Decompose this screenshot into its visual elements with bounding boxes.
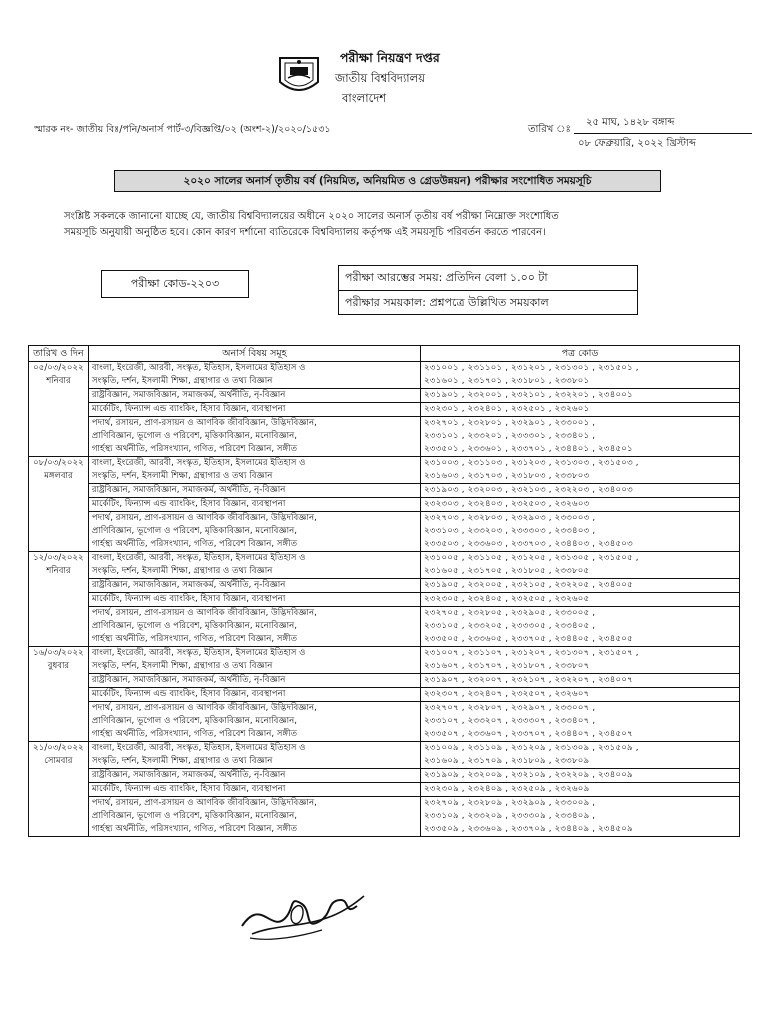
- subject-line: গার্হস্থ্য অর্থনীতি, পরিসংখ্যান, গণিত, পরিবেশ বিজ্ঞান, সঙ্গীত: [91, 824, 298, 834]
- subjects-cell: [88, 457, 420, 484]
- time-divider: [339, 290, 637, 291]
- notice-text: [64, 209, 724, 241]
- subject-line: মার্কেটিং, ফিন্যান্স এন্ড ব্যাংকিং, হিসাব বিজ্ঞান, ব্যবস্থাপনা: [91, 784, 286, 794]
- subjects-cell: [88, 688, 420, 702]
- paper-code-cell: [421, 769, 740, 783]
- start-time: পরীক্ষা আরম্ভের সময়: প্রতিদিন বেলা ১.০০ টা: [345, 271, 548, 284]
- paper-code-line: ২৩১৬০১ , ২৩১৭০১ , ২৩১৮০১ , ২৩৩৮০১: [424, 376, 590, 386]
- paper-code-cell: [421, 552, 740, 579]
- subjects-cell: [88, 579, 420, 593]
- memo-number: স্মারক নং- জাতীয় বিঃ/পনি/অনার্স পার্ট-৩/বিজ্ঞপ্তি/০২ (অংশ-২)/২০২০/১৫৩১: [34, 124, 331, 135]
- subject-line: সংস্কৃতি, দর্শন, ইসলামী শিক্ষা, গ্রন্থাগার ও তথ্য বিজ্ঞান: [91, 376, 273, 386]
- paper-code-cell: [421, 688, 740, 702]
- paper-code-line: ২৩১০০৯ , ২৩১১০৯ , ২৩১২০৯ , ২৩১৩০৯ , ২৩১৫০৯ ,: [424, 743, 639, 753]
- exam-day: সোমবার: [44, 756, 73, 766]
- paper-code-line: ২৩১৬০৫ , ২৩১৭০৫ , ২৩১৮০৫ , ২৩৩৮০৫: [424, 566, 590, 576]
- paper-code-line: ২৩১৯০৩ , ২৩২০০৩ , ২৩২১০৩ , ২৩২২০৩ , ২৩৪০০৩: [424, 485, 633, 495]
- paper-code-line: ২৩১০০১ , ২৩১১০১ , ২৩১২০১ , ২৩১৩০১ , ২৩১৫০১ ,: [424, 363, 639, 373]
- table-row: [29, 389, 740, 403]
- subject-line: গার্হস্থ্য অর্থনীতি, পরিসংখ্যান, গণিত, পরিবেশ বিজ্ঞান, সঙ্গীত: [91, 444, 298, 454]
- subject-line: বাংলা, ইংরেজী, আরবী, সংস্কৃত, ইতিহাস, ইসলামের ইতিহাস ও: [91, 458, 306, 468]
- paper-code-line: ২৩২৩০৭ , ২৩২৪০৭ , ২৩২৫০৭ , ২৩২৬০৭: [424, 689, 590, 699]
- subject-line: মার্কেটিং, ফিন্যান্স এন্ড ব্যাংকিং, হিসাব বিজ্ঞান, ব্যবস্থাপনা: [91, 499, 286, 509]
- subject-line: সংস্কৃতি, দর্শন, ইসলামী শিক্ষা, গ্রন্থাগার ও তথ্য বিজ্ঞান: [91, 661, 273, 671]
- date-day-cell: [29, 742, 89, 837]
- paper-code-line: ২৩৩১০৩ , ২৩৩২০৩ , ২৩৩৩০৩ , ২৩৩৪০৩ ,: [424, 526, 596, 536]
- subjects-cell: [88, 389, 420, 403]
- paper-code-cell: [421, 607, 740, 647]
- subject-line: প্রাণিবিজ্ঞান, ভূগোল ও পরিবেশ, মৃত্তিকাবিজ্ঞান, মনোবিজ্ঞান,: [91, 526, 298, 536]
- paper-code-cell: [421, 647, 740, 674]
- paper-code-line: ২৩১০০৩ , ২৩১১০৩ , ২৩১২০৩ , ২৩১৩০৩ , ২৩১৫০৩ ,: [424, 458, 639, 468]
- header-paper-code: পত্র কোড: [421, 346, 740, 362]
- subject-line: প্রাণিবিজ্ঞান, ভূগোল ও পরিবেশ, মৃত্তিকাবিজ্ঞান, মনোবিজ্ঞান,: [91, 716, 298, 726]
- table-row: [29, 484, 740, 498]
- subject-line: গার্হস্থ্য অর্থনীতি, পরিসংখ্যান, গণিত, পরিবেশ বিজ্ঞান, সঙ্গীত: [91, 634, 298, 644]
- paper-code-line: ২৩৩১০৯ , ২৩৩২০৯ , ২৩৩৩০৯ , ২৩৩৪০৯ ,: [424, 811, 596, 821]
- paper-code-line: ২৩৩১০৭ , ২৩৩২০৭ , ২৩৩৩০৭ , ২৩৩৪০৭ ,: [424, 716, 596, 726]
- date-day-cell: [29, 552, 89, 647]
- table-row: [29, 552, 740, 579]
- subjects-cell: [88, 647, 420, 674]
- paper-code-line: ২৩২৩০৩ , ২৩২৪০৩ , ২৩২৫০৩ , ২৩২৬০৩: [424, 499, 590, 509]
- subject-line: বাংলা, ইংরেজী, আরবী, সংস্কৃত, ইতিহাস, ইসলামের ইতিহাস ও: [91, 648, 306, 658]
- paper-code-cell: [421, 702, 740, 742]
- paper-code-line: ২৩২৭০৭ , ২৩২৮০৭ , ২৩২৯০৭ , ২৩৩০০৭ ,: [424, 703, 596, 713]
- table-row: [29, 362, 740, 389]
- subject-line: পদার্থ, রসায়ন, প্রাণ-রসায়ন ও আণবিক জীববিজ্ঞান, উদ্ভিদবিজ্ঞান,: [91, 418, 317, 428]
- table-row: [29, 674, 740, 688]
- table-row: [29, 593, 740, 607]
- exam-day: শনিবার: [46, 566, 71, 576]
- subject-line: বাংলা, ইংরেজী, আরবী, সংস্কৃত, ইতিহাস, ইসলামের ইতিহাস ও: [91, 743, 306, 753]
- paper-code-line: ২৩২৩০৫ , ২৩২৪০৫ , ২৩২৫০৫ , ২৩২৬০৫: [424, 594, 590, 604]
- exam-date: ০৫/০৩/২০২২: [33, 363, 84, 373]
- table-row: [29, 688, 740, 702]
- date-english: ০৮ ফেব্রুয়ারি, ২০২২ খ্রিস্টাব্দ: [578, 138, 696, 149]
- subject-line: পদার্থ, রসায়ন, প্রাণ-রসায়ন ও আণবিক জীববিজ্ঞান, উদ্ভিদবিজ্ঞান,: [91, 798, 317, 808]
- paper-code-cell: [421, 593, 740, 607]
- subject-line: বাংলা, ইংরেজী, আরবী, সংস্কৃত, ইতিহাস, ইসলামের ইতিহাস ও: [91, 553, 306, 563]
- subject-line: প্রাণিবিজ্ঞান, ভূগোল ও পরিবেশ, মৃত্তিকাবিজ্ঞান, মনোবিজ্ঞান,: [91, 811, 298, 821]
- paper-code-line: ২৩১৬০৭ , ২৩১৭০৭ , ২৩১৮০৭ , ২৩৩৮০৭: [424, 661, 590, 671]
- paper-code-cell: [421, 579, 740, 593]
- table-row: [29, 417, 740, 457]
- paper-code-line: ২৩৩১০৫ , ২৩৩২০৫ , ২৩৩৩০৫ , ২৩৩৪০৫ ,: [424, 621, 596, 631]
- table-row: [29, 797, 740, 837]
- paper-code-cell: [421, 797, 740, 837]
- paper-code-line: ২৩৩৫০৭ , ২৩৩৬০৭ , ২৩৩৭০৭ , ২৩৪৪০৭ , ২৩৪৫০৭: [424, 729, 633, 739]
- paper-code-line: ২৩২৭০৩ , ২৩২৮০৩ , ২৩২৯০৩ , ২৩৩০০৩ ,: [424, 513, 596, 523]
- table-row: [29, 579, 740, 593]
- subject-line: পদার্থ, রসায়ন, প্রাণ-রসায়ন ও আণবিক জীববিজ্ঞান, উদ্ভিদবিজ্ঞান,: [91, 703, 317, 713]
- table-row: [29, 498, 740, 512]
- paper-code-cell: [421, 498, 740, 512]
- paper-code-line: ২৩২৩০১ , ২৩২৪০১ , ২৩২৫০১ , ২৩২৬০১: [424, 404, 590, 414]
- paper-code-cell: [421, 389, 740, 403]
- notice-line: সংশ্লিষ্ট সকলকে জানানো যাচ্ছে যে, জাতীয় বিশ্ববিদ্যালয়ের অধীনে ২০২০ সালের অনার্স তৃতীয় বর্ষ পরীক্ষা নিম্নোক্ত সংশোধিত: [64, 211, 559, 222]
- subject-line: গার্হস্থ্য অর্থনীতি, পরিসংখ্যান, গণিত, পরিবেশ বিজ্ঞান, সঙ্গীত: [91, 729, 298, 739]
- paper-code-line: ২৩১০০৭ , ২৩১১০৭ , ২৩১২০৭ , ২৩১৩০৭ , ২৩১৫০৭ ,: [424, 648, 639, 658]
- subject-line: রাষ্ট্রবিজ্ঞান, সমাজবিজ্ঞান, সমাজকর্ম, অর্থনীতি, নৃ-বিজ্ঞান: [91, 485, 286, 495]
- header-date-day: তারিখ ও দিন: [29, 346, 89, 362]
- exam-date: ১২/০৩/২০২২: [33, 553, 84, 563]
- exam-date: ০৮/০৩/২০২২: [33, 458, 84, 468]
- paper-code-cell: [421, 417, 740, 457]
- subjects-cell: [88, 552, 420, 579]
- header-subjects: অনার্স বিষয় সমূহ: [88, 346, 420, 362]
- table-row: [29, 702, 740, 742]
- paper-code-line: ২৩৩৫০৩ , ২৩৩৬০৩ , ২৩৩৭০৩ , ২৩৪৪০৩ , ২৩৪৫০৩: [424, 539, 633, 549]
- paper-code-cell: [421, 783, 740, 797]
- paper-code-cell: [421, 512, 740, 552]
- subject-line: রাষ্ট্রবিজ্ঞান, সমাজবিজ্ঞান, সমাজকর্ম, অর্থনীতি, নৃ-বিজ্ঞান: [91, 675, 286, 685]
- subject-line: মার্কেটিং, ফিন্যান্স এন্ড ব্যাংকিং, হিসাব বিজ্ঞান, ব্যবস্থাপনা: [91, 404, 286, 414]
- subjects-cell: [88, 417, 420, 457]
- date-day-cell: [29, 647, 89, 742]
- university-name: জাতীয় বিশ্ববিদ্যালয়: [335, 71, 425, 85]
- subject-line: সংস্কৃতি, দর্শন, ইসলামী শিক্ষা, গ্রন্থাগার ও তথ্য বিজ্ঞান: [91, 756, 273, 766]
- paper-code-line: ২৩৩১০১ , ২৩৩২০১ , ২৩৩৩০১ , ২৩৩৪০১ ,: [424, 431, 596, 441]
- table-row: [29, 769, 740, 783]
- table-row: [29, 457, 740, 484]
- notice-line: সময়সূচি অনুযায়ী অনুষ্ঠিত হবে। কোন কারণ দর্শানো ব্যতিরেকে বিশ্ববিদ্যালয় কর্তৃপক্ষ এই সময়সূচি পরিবর্তন করতে পারবেন।: [64, 227, 546, 238]
- subject-line: মার্কেটিং, ফিন্যান্স এন্ড ব্যাংকিং, হিসাব বিজ্ঞান, ব্যবস্থাপনা: [91, 689, 286, 699]
- paper-code-cell: [421, 457, 740, 484]
- date-bangla: ২৫ মাঘ, ১৪২৮ বঙ্গাব্দ: [586, 117, 675, 128]
- paper-code-line: ২৩১৯০৭ , ২৩২০০৭ , ২৩২১০৭ , ২৩২২০৭ , ২৩৪০০৭: [424, 675, 633, 685]
- subjects-cell: [88, 674, 420, 688]
- date-day-cell: [29, 362, 89, 457]
- subjects-cell: [88, 742, 420, 769]
- exam-date: ১৬/০৩/২০২২: [33, 648, 84, 658]
- subjects-cell: [88, 403, 420, 417]
- subjects-cell: [88, 607, 420, 647]
- paper-code-line: ২৩১৯০৫ , ২৩২০০৫ , ২৩২১০৫ , ২৩২২০৫ , ২৩৪০০৫: [424, 580, 633, 590]
- subjects-cell: [88, 797, 420, 837]
- schedule-table: [28, 345, 740, 837]
- paper-code-line: ২৩৩৫০৯ , ২৩৩৬০৯ , ২৩৩৭০৯ , ২৩৪৪০৯ , ২৩৪৫০৯: [424, 824, 633, 834]
- subject-line: মার্কেটিং, ফিন্যান্স এন্ড ব্যাংকিং, হিসাব বিজ্ঞান, ব্যবস্থাপনা: [91, 594, 286, 604]
- subject-line: রাষ্ট্রবিজ্ঞান, সমাজবিজ্ঞান, সমাজকর্ম, অর্থনীতি, নৃ-বিজ্ঞান: [91, 580, 286, 590]
- paper-code-line: ২৩১৯০৯ , ২৩২০০৯ , ২৩২১০৯ , ২৩২২০৯ , ২৩৪০০৯: [424, 770, 633, 780]
- subjects-cell: [88, 498, 420, 512]
- subjects-cell: [88, 783, 420, 797]
- national-university-seal-icon: [276, 52, 322, 98]
- table-row: [29, 783, 740, 797]
- date-divider: [574, 133, 752, 134]
- signature-image: [232, 876, 372, 946]
- paper-code-cell: [421, 484, 740, 498]
- exam-date: ২১/০৩/২০২২: [33, 743, 84, 753]
- table-row: [29, 742, 740, 769]
- subjects-cell: [88, 593, 420, 607]
- subjects-cell: [88, 484, 420, 498]
- subject-line: প্রাণিবিজ্ঞান, ভূগোল ও পরিবেশ, মৃত্তিকাবিজ্ঞান, মনোবিজ্ঞান,: [91, 621, 298, 631]
- subject-line: প্রাণিবিজ্ঞান, ভূগোল ও পরিবেশ, মৃত্তিকাবিজ্ঞান, মনোবিজ্ঞান,: [91, 431, 298, 441]
- subjects-cell: [88, 702, 420, 742]
- exam-code-box: পরীক্ষা কোড-২২০৩: [101, 270, 249, 298]
- date-day-cell: [29, 457, 89, 552]
- paper-code-line: ২৩৩৫০৫ , ২৩৩৬০৫ , ২৩৩৭০৫ , ২৩৪৪০৫ , ২৩৪৫০৫: [424, 634, 633, 644]
- subject-line: রাষ্ট্রবিজ্ঞান, সমাজবিজ্ঞান, সমাজকর্ম, অর্থনীতি, নৃ-বিজ্ঞান: [91, 390, 286, 400]
- paper-code-cell: [421, 403, 740, 417]
- subject-line: পদার্থ, রসায়ন, প্রাণ-রসায়ন ও আণবিক জীববিজ্ঞান, উদ্ভিদবিজ্ঞান,: [91, 513, 317, 523]
- schedule-title: ২০২০ সালের অনার্স তৃতীয় বর্ষ (নিয়মিত, অনিয়মিত ও গ্রেডউন্নয়ন) পরীক্ষার সংশোধিত সময়সূচি: [114, 170, 661, 192]
- paper-code-line: ২৩২৩০৯ , ২৩২৪০৯ , ২৩২৫০৯ , ২৩২৬০৯: [424, 784, 590, 794]
- paper-code-line: ২৩১০০৫ , ২৩১১০৫ , ২৩১২০৫ , ২৩১৩০৫ , ২৩১৫০৫ ,: [424, 553, 639, 563]
- exam-time-box: [338, 265, 638, 315]
- subject-line: পদার্থ, রসায়ন, প্রাণ-রসায়ন ও আণবিক জীববিজ্ঞান, উদ্ভিদবিজ্ঞান,: [91, 608, 317, 618]
- subject-line: রাষ্ট্রবিজ্ঞান, সমাজবিজ্ঞান, সমাজকর্ম, অর্থনীতি, নৃ-বিজ্ঞান: [91, 770, 286, 780]
- schedule-body: [29, 362, 740, 837]
- table-header-row: [29, 346, 740, 362]
- paper-code-cell: [421, 362, 740, 389]
- paper-code-cell: [421, 674, 740, 688]
- subjects-cell: [88, 512, 420, 552]
- paper-code-line: ২৩১৬০৩ , ২৩১৭০৩ , ২৩১৮০৩ , ২৩৩৮০৩: [424, 471, 590, 481]
- subject-line: গার্হস্থ্য অর্থনীতি, পরিসংখ্যান, গণিত, পরিবেশ বিজ্ঞান, সঙ্গীত: [91, 539, 298, 549]
- table-row: [29, 647, 740, 674]
- exam-duration: পরীক্ষার সময়কাল: প্রশ্নপত্রে উল্লিখিত সময়কাল: [345, 296, 549, 309]
- country-name: বাংলাদেশ: [342, 91, 387, 105]
- paper-code-line: ২৩৩৫০১ , ২৩৩৬০১ , ২৩৩৭০১ , ২৩৪৪০১ , ২৩৪৫০১: [424, 444, 633, 454]
- paper-code-line: ২৩১৬০৯ , ২৩১৭০৯ , ২৩১৮০৯ , ২৩৩৮০৯: [424, 756, 590, 766]
- paper-code-line: ২৩২৭০৯ , ২৩২৮০৯ , ২৩২৯০৯ , ২৩৩০০৯ ,: [424, 798, 596, 808]
- table-row: [29, 607, 740, 647]
- paper-code-line: ২৩২৭০১ , ২৩২৮০১ , ২৩২৯০১ , ২৩৩০০১ ,: [424, 418, 596, 428]
- subjects-cell: [88, 362, 420, 389]
- table-row: [29, 403, 740, 417]
- paper-code-cell: [421, 742, 740, 769]
- paper-code-line: ২৩২৭০৫ , ২৩২৮০৫ , ২৩২৯০৫ , ২৩৩০০৫ ,: [424, 608, 596, 618]
- exam-day: বুধবার: [47, 661, 70, 671]
- date-label: তারিখ ঃ: [528, 124, 571, 135]
- subjects-cell: [88, 769, 420, 783]
- office-name: পরীক্ষা নিয়ন্ত্রণ দপ্তর: [340, 50, 440, 65]
- subject-line: সংস্কৃতি, দর্শন, ইসলামী শিক্ষা, গ্রন্থাগার ও তথ্য বিজ্ঞান: [91, 471, 273, 481]
- exam-day: শনিবার: [46, 376, 71, 386]
- paper-code-line: ২৩১৯০১ , ২৩২০০১ , ২৩২১০১ , ২৩২২০১ , ২৩৪০০১: [424, 390, 633, 400]
- date-block: [574, 114, 752, 152]
- subject-line: বাংলা, ইংরেজী, আরবী, সংস্কৃত, ইতিহাস, ইসলামের ইতিহাস ও: [91, 363, 306, 373]
- table-row: [29, 512, 740, 552]
- subject-line: সংস্কৃতি, দর্শন, ইসলামী শিক্ষা, গ্রন্থাগার ও তথ্য বিজ্ঞান: [91, 566, 273, 576]
- exam-day: মঙ্গলবার: [44, 471, 73, 481]
